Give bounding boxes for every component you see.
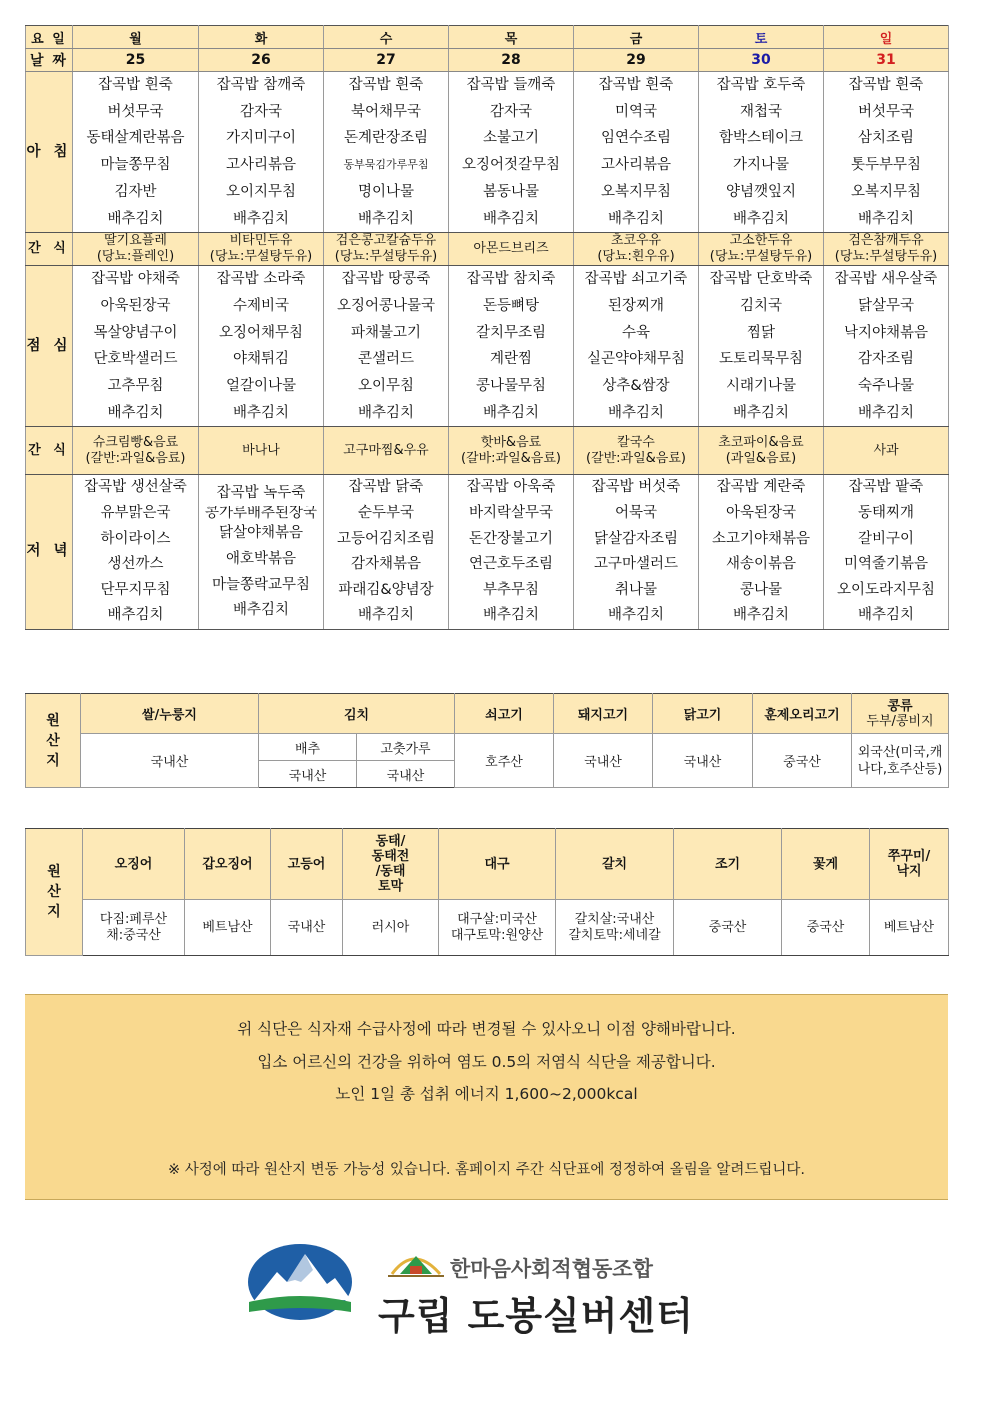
lunch-item: 잡곡밥 참치죽 (466, 271, 556, 288)
origin-item-header (674, 829, 782, 900)
origin-item-value-line: 갈치토막:세네갈 (568, 927, 661, 943)
dinner-item: 배추김치 (107, 607, 164, 624)
center-name: 구립 도봉실버센터 (378, 1294, 694, 1338)
lunch-item: 닭살무국 (857, 297, 915, 314)
origin-item-header-line: 갑오징어 (202, 856, 253, 872)
lunch-item: 파채불고기 (350, 324, 422, 341)
weekly-menu-table (25, 25, 949, 630)
breakfast-item: 돈계란장조림 (343, 130, 429, 147)
dinner-item: 배추김치 (232, 602, 290, 619)
origin-item-value (870, 900, 949, 956)
origin-item-value-line: 다짐:페루산 (99, 911, 168, 927)
kimchi-cabbage-origin: 국내산 (259, 761, 357, 788)
lunch-item: 단호박샐러드 (93, 351, 178, 368)
afternoon-snack-item: (갈반:과일&음료) (585, 450, 686, 466)
day-name: 금 (574, 26, 699, 49)
origin-item-header (870, 829, 949, 900)
beef-origin: 호주산 (455, 734, 554, 788)
breakfast-label: 아 침 (26, 72, 73, 233)
afternoon-snack-item: 슈크림빵&음료 (92, 434, 179, 450)
lunch-cell (449, 266, 574, 427)
origin-item-header-line: 동태전 (371, 849, 410, 864)
day-name: 월 (73, 26, 199, 49)
afternoon-snack-cell (324, 427, 449, 475)
morning-snack-cell (574, 233, 699, 266)
lunch-item: 실곤약야채무침 (586, 351, 686, 368)
lunch-cell (824, 266, 949, 427)
lunch-item: 수제비국 (232, 297, 290, 314)
lunch-item: 배추김치 (357, 404, 415, 421)
dinner-item: 잡곡밥 닭죽 (348, 479, 424, 496)
morning-snack-item: 딸기요플레 (104, 233, 167, 249)
dinner-cell (199, 475, 324, 630)
lunch-item: 낙지야채볶음 (843, 324, 929, 341)
breakfast-item: 명이나물 (357, 183, 415, 200)
origin-item-header-line: 조기 (714, 856, 741, 872)
origin-item-value (185, 900, 271, 956)
breakfast-cell (574, 72, 699, 233)
origin-item-value (343, 900, 439, 956)
dinner-cell (699, 475, 824, 630)
breakfast-cell (73, 72, 199, 233)
breakfast-item: 잡곡밥 들깨죽 (466, 77, 556, 93)
breakfast-item: 감자국 (239, 103, 283, 120)
breakfast-item: 마늘쫑무침 (100, 157, 171, 174)
lunch-item: 잡곡밥 땅콩죽 (341, 271, 431, 288)
breakfast-item: 임연수조림 (600, 130, 672, 147)
day-name: 일 (824, 26, 949, 49)
origin-item-value (439, 900, 556, 956)
morning-snack-item: (당뇨:무설탕두유) (334, 249, 438, 265)
morning-snack-cell (449, 233, 574, 266)
dinner-item: 갈비구이 (857, 530, 915, 547)
breakfast-item: 봄동나물 (482, 183, 540, 200)
origin-item-header-line: 낙지 (896, 864, 922, 879)
origin-table-1 (25, 693, 949, 788)
bean-header: 콩류 두부/콩비지 (852, 694, 949, 734)
afternoon-snack-item: 바나나 (242, 442, 280, 458)
lunch-cell (699, 266, 824, 427)
afternoon-snack-cell (574, 427, 699, 475)
lunch-item: 배추김치 (107, 404, 164, 421)
breakfast-item: 삼치조림 (857, 130, 915, 147)
breakfast-item: 소불고기 (482, 130, 540, 147)
dinner-item: 연근호두조림 (468, 556, 554, 573)
origin-side-label: 원 산 지 (26, 694, 81, 788)
origin-item-value (556, 900, 674, 956)
dinner-item: 닭살야채볶음 (218, 525, 304, 542)
breakfast-item: 잡곡밥 흰죽 (348, 77, 424, 93)
lunch-item: 목살양념구이 (93, 324, 178, 341)
notice-line-4: ※ 사정에 따라 원산지 변동 가능성 있습니다. 홈페이지 주간 식단표에 정정하여 올림을 알려드립니다. (168, 1162, 805, 1178)
origin-item-value-line: 베트남산 (883, 919, 935, 935)
morning-snack-item: (당뇨:무설탕두유) (209, 249, 313, 265)
lunch-item: 수육 (621, 324, 650, 341)
dinner-item: 배추김치 (857, 607, 915, 624)
breakfast-item: 오징어젓갈무침 (461, 157, 561, 174)
kimchi-pepper-label: 고춧가루 (357, 734, 455, 761)
dinner-item: 어묵국 (614, 505, 658, 522)
afternoon-snack-item: (과일&음료) (725, 450, 797, 466)
dinner-cell (449, 475, 574, 630)
day-name: 수 (324, 26, 449, 49)
origin-item-header-line: 대구 (484, 856, 510, 872)
morning-snack-label: 간 식 (26, 233, 73, 266)
lunch-item: 오징어콩나물국 (336, 297, 436, 314)
breakfast-item: 버섯무국 (107, 103, 164, 120)
dinner-item: 배추김치 (732, 607, 790, 624)
breakfast-item: 배추김치 (857, 210, 915, 227)
bean-origin: 외국산(미국,캐 나다,호주산등) (852, 734, 949, 788)
lunch-item: 갈치무조림 (475, 324, 547, 341)
morning-snack-item: (당뇨:무설탕두유) (834, 249, 938, 265)
dinner-item: 소고기야채볶음 (711, 530, 811, 547)
lunch-item: 야채튀김 (232, 351, 290, 368)
kimchi-pepper-origin: 국내산 (357, 761, 455, 788)
breakfast-item: 잡곡밥 흰죽 (598, 77, 674, 93)
morning-snack-cell (324, 233, 449, 266)
origin-item-header-line: 갈치 (601, 856, 628, 872)
breakfast-item: 동태살계란볶음 (86, 130, 185, 147)
breakfast-item: 양념깻잎지 (725, 183, 797, 200)
duck-origin: 중국산 (753, 734, 852, 788)
lunch-item: 배추김치 (232, 404, 290, 421)
lunch-cell (199, 266, 324, 427)
origin-item-header (343, 829, 439, 900)
lunch-item: 김치국 (739, 297, 783, 314)
lunch-cell (574, 266, 699, 427)
afternoon-snack-item: 고구마찜&우유 (343, 442, 429, 458)
dinner-item: 잡곡밥 아욱죽 (466, 479, 556, 496)
chicken-origin: 국내산 (653, 734, 753, 788)
lunch-item: 돈등뼈탕 (482, 297, 540, 314)
origin-item-value (83, 900, 185, 956)
dinner-item: 배추김치 (482, 607, 540, 624)
origin-item-value-line: 대구토막:원양산 (450, 927, 544, 943)
lunch-item: 배추김치 (482, 404, 540, 421)
afternoon-snack-item: (갈반:과일&음료) (85, 450, 186, 466)
dinner-item: 취나물 (614, 581, 658, 598)
lunch-item: 상추&쌈장 (602, 378, 670, 395)
breakfast-item: 배추김치 (607, 210, 665, 227)
origin-item-value-line: 갈치살:국내산 (574, 911, 655, 927)
lunch-item: 계란찜 (489, 351, 533, 368)
breakfast-item: 톳두부무침 (850, 157, 922, 174)
lunch-item: 찜닭 (746, 324, 775, 341)
dinner-item: 콩나물 (739, 581, 783, 598)
notice-line-1: 위 식단은 식자재 수급사정에 따라 변경될 수 있사오니 이점 양해바랍니다. (237, 1020, 736, 1038)
dinner-item: 애호박볶음 (225, 550, 297, 567)
morning-snack-item: 검은콩고칼슘두유 (335, 233, 437, 249)
lunch-item: 콘샐러드 (357, 351, 415, 368)
dinner-item: 아욱된장국 (725, 505, 797, 522)
kimchi-header: 김치 (259, 694, 455, 734)
breakfast-item: 배추김치 (107, 210, 164, 227)
date-number: 27 (324, 49, 449, 72)
origin-item-header (271, 829, 343, 900)
lunch-item: 잡곡밥 야채죽 (91, 271, 180, 288)
lunch-item: 얼갈이나물 (225, 378, 297, 395)
dinner-item: 닭살감자조림 (593, 530, 679, 547)
dinner-item: 잡곡밥 계란죽 (716, 479, 806, 496)
dinner-item: 콩가루배추된장국 (204, 506, 318, 522)
origin-item-header-line: 오징어 (114, 856, 153, 872)
dinner-item: 부추무침 (482, 581, 540, 598)
lunch-item: 오징어채무침 (218, 324, 304, 341)
dinner-cell (73, 475, 199, 630)
dinner-item: 돈간장불고기 (468, 530, 554, 547)
day-name: 화 (199, 26, 324, 49)
afternoon-snack-item: 초코파이&음료 (718, 434, 804, 450)
lunch-item: 배추김치 (607, 404, 665, 421)
date-number: 29 (574, 49, 699, 72)
dinner-item: 순두부국 (357, 505, 415, 522)
origin-item-header (782, 829, 870, 900)
dinner-item: 하이라이스 (100, 530, 171, 547)
lunch-cell (324, 266, 449, 427)
afternoon-snack-cell (73, 427, 199, 475)
kimchi-cabbage-label: 배추 (259, 734, 357, 761)
origin-item-value-line: 채:중국산 (106, 927, 161, 943)
dinner-item: 오이도라지무침 (836, 581, 936, 598)
afternoon-snack-label: 간 식 (26, 427, 73, 475)
lunch-item: 시래기나물 (725, 378, 797, 395)
breakfast-item: 함박스테이크 (718, 130, 804, 147)
breakfast-cell (824, 72, 949, 233)
breakfast-item: 북어채무국 (350, 103, 422, 120)
breakfast-item: 버섯무국 (857, 103, 915, 120)
dinner-item: 동태찌개 (857, 505, 915, 522)
notice-line-3: 노인 1일 총 섭취 에너지 1,600~2,000kcal (335, 1085, 638, 1103)
duck-header: 훈제오리고기 (753, 694, 852, 734)
dinner-item: 고구마샐러드 (593, 556, 679, 573)
lunch-item: 잡곡밥 소라죽 (216, 271, 306, 288)
morning-snack-cell (699, 233, 824, 266)
breakfast-cell (449, 72, 574, 233)
origin-item-value-line: 대구살:미국산 (457, 911, 537, 927)
notice-line-2: 입소 어르신의 건강을 위하여 염도 0.5의 저염식 식단을 제공합니다. (257, 1053, 716, 1071)
dinner-item: 배추김치 (607, 607, 665, 624)
breakfast-item: 감자국 (489, 103, 533, 120)
dinner-item: 단무지무침 (100, 581, 171, 598)
lunch-item: 배추김치 (857, 404, 915, 421)
lunch-item: 잡곡밥 새우살죽 (834, 271, 938, 288)
breakfast-cell (699, 72, 824, 233)
dinner-item: 감자채볶음 (350, 556, 422, 573)
breakfast-item: 오복지무침 (850, 183, 922, 200)
origin-item-header (185, 829, 271, 900)
afternoon-snack-cell (824, 427, 949, 475)
origin-item-header-line: /동태 (375, 864, 406, 879)
dinner-item: 미역줄기볶음 (843, 556, 929, 573)
origin-item-header-line: 고등어 (287, 856, 326, 872)
morning-snack-item: 검은참깨두유 (848, 233, 924, 249)
lunch-item: 배추김치 (732, 404, 790, 421)
date-number: 30 (699, 49, 824, 72)
dinner-label: 저 녁 (26, 475, 73, 630)
afternoon-snack-item: 핫바&음료 (480, 434, 542, 450)
dinner-item: 잡곡밥 버섯죽 (591, 479, 681, 496)
breakfast-cell (324, 72, 449, 233)
breakfast-item: 잡곡밥 흰죽 (98, 77, 173, 93)
lunch-item: 잡곡밥 단호박죽 (709, 271, 813, 288)
morning-snack-item: 초코우유 (610, 233, 662, 249)
origin-item-value-line: 중국산 (708, 919, 747, 935)
dinner-item: 생선까스 (107, 556, 164, 573)
date-number: 26 (199, 49, 324, 72)
origin-item-value (674, 900, 782, 956)
day-name: 토 (699, 26, 824, 49)
date-header-label: 날 짜 (26, 49, 73, 72)
chicken-header: 닭고기 (653, 694, 753, 734)
dinner-cell (824, 475, 949, 630)
breakfast-item: 오이지무침 (225, 183, 297, 200)
origin-item-header-line: 쭈꾸미/ (887, 849, 931, 864)
coop-name: 한마음사회적협동조합 (450, 1257, 653, 1281)
rice-header: 쌀/누룽지 (81, 694, 259, 734)
morning-snack-item: (당뇨:무설탕두유) (709, 249, 813, 265)
dinner-item: 잡곡밥 녹두죽 (216, 484, 306, 501)
dinner-item: 바지락살무국 (468, 505, 554, 522)
breakfast-item: 고사리볶음 (600, 157, 672, 174)
morning-snack-cell (824, 233, 949, 266)
breakfast-item: 가지미구이 (225, 130, 297, 147)
origin-item-header (556, 829, 674, 900)
lunch-item: 숙주나물 (857, 378, 915, 395)
origin-item-header-line: 동태/ (375, 834, 406, 849)
date-number: 28 (449, 49, 574, 72)
origin-item-value-line: 러시아 (371, 919, 410, 935)
origin-item-value-line: 중국산 (806, 919, 845, 935)
lunch-item: 된장찌개 (607, 297, 665, 314)
breakfast-cell (199, 72, 324, 233)
origin-item-value-line: 국내산 (287, 919, 326, 935)
dinner-item: 고등어김치조림 (336, 530, 436, 547)
breakfast-item: 배추김치 (232, 210, 290, 227)
breakfast-item: 재첩국 (739, 103, 783, 120)
morning-snack-cell (199, 233, 324, 266)
lunch-label: 점 심 (26, 266, 73, 427)
morning-snack-item: 아몬드브리즈 (473, 241, 549, 257)
dinner-item: 잡곡밥 생선살죽 (84, 479, 187, 496)
date-number: 25 (73, 49, 199, 72)
dinner-cell (574, 475, 699, 630)
morning-snack-item: 고소한두유 (729, 233, 793, 249)
day-header-label: 요 일 (26, 26, 73, 49)
morning-snack-cell (73, 233, 199, 266)
breakfast-item: 고사리볶음 (225, 157, 297, 174)
rice-origin: 국내산 (81, 734, 259, 788)
dinner-item: 잡곡밥 팥죽 (848, 479, 924, 496)
breakfast-item: 잡곡밥 참깨죽 (216, 77, 306, 93)
dinner-item: 유부맑은국 (100, 505, 171, 522)
morning-snack-item: (당뇨:흰우유) (597, 249, 675, 265)
origin-table-2 (25, 828, 949, 956)
breakfast-item: 미역국 (614, 103, 658, 120)
origin-side-label-2: 원 산 지 (26, 829, 83, 956)
origin-item-value-line: 베트남산 (202, 919, 253, 935)
day-name: 목 (449, 26, 574, 49)
date-number: 31 (824, 49, 949, 72)
afternoon-snack-cell (699, 427, 824, 475)
lunch-cell (73, 266, 199, 427)
breakfast-item: 김자반 (114, 183, 157, 200)
mountain-logo-icon (247, 1242, 353, 1320)
breakfast-item: 오복지무침 (600, 183, 672, 200)
lunch-item: 감자조림 (857, 351, 915, 368)
breakfast-item: 잡곡밥 흰죽 (848, 77, 924, 93)
breakfast-item: 배추김치 (482, 210, 540, 227)
origin-item-value (271, 900, 343, 956)
breakfast-item: 배추김치 (732, 210, 790, 227)
dinner-item: 파래김&양념장 (338, 581, 434, 598)
lunch-item: 콩나물무침 (475, 378, 547, 395)
afternoon-snack-item: 사과 (873, 442, 899, 458)
pork-origin: 국내산 (554, 734, 653, 788)
breakfast-item: 잡곡밥 호두죽 (716, 77, 806, 93)
lunch-item: 도토리묵무침 (718, 351, 804, 368)
origin-item-header (83, 829, 185, 900)
afternoon-snack-cell (449, 427, 574, 475)
breakfast-item: 배추김치 (357, 210, 415, 227)
dinner-item: 새송이볶음 (725, 556, 797, 573)
breakfast-item: 가지나물 (732, 157, 790, 174)
origin-item-header (439, 829, 556, 900)
notice-box (25, 994, 948, 1200)
lunch-item: 오이무침 (357, 378, 415, 395)
origin-item-header-line: 토막 (377, 879, 404, 894)
dinner-item: 배추김치 (357, 607, 415, 624)
afternoon-snack-cell (199, 427, 324, 475)
origin-item-value (782, 900, 870, 956)
lunch-item: 아욱된장국 (100, 297, 171, 314)
beef-header: 쇠고기 (455, 694, 554, 734)
afternoon-snack-item: 칼국수 (617, 434, 655, 450)
morning-snack-item: (당뇨:플레인) (96, 249, 175, 265)
pork-header: 돼지고기 (554, 694, 653, 734)
breakfast-item: 동부묵김가루무침 (343, 158, 429, 172)
afternoon-snack-item: (갈바:과일&음료) (460, 450, 561, 466)
lunch-item: 고추무침 (107, 378, 164, 395)
lunch-item: 잡곡밥 쇠고기죽 (584, 271, 688, 288)
origin-item-header-line: 꽃게 (812, 856, 839, 872)
morning-snack-item: 비타민두유 (229, 233, 293, 249)
dinner-cell (324, 475, 449, 630)
dinner-item: 마늘쫑락교무침 (211, 576, 311, 593)
